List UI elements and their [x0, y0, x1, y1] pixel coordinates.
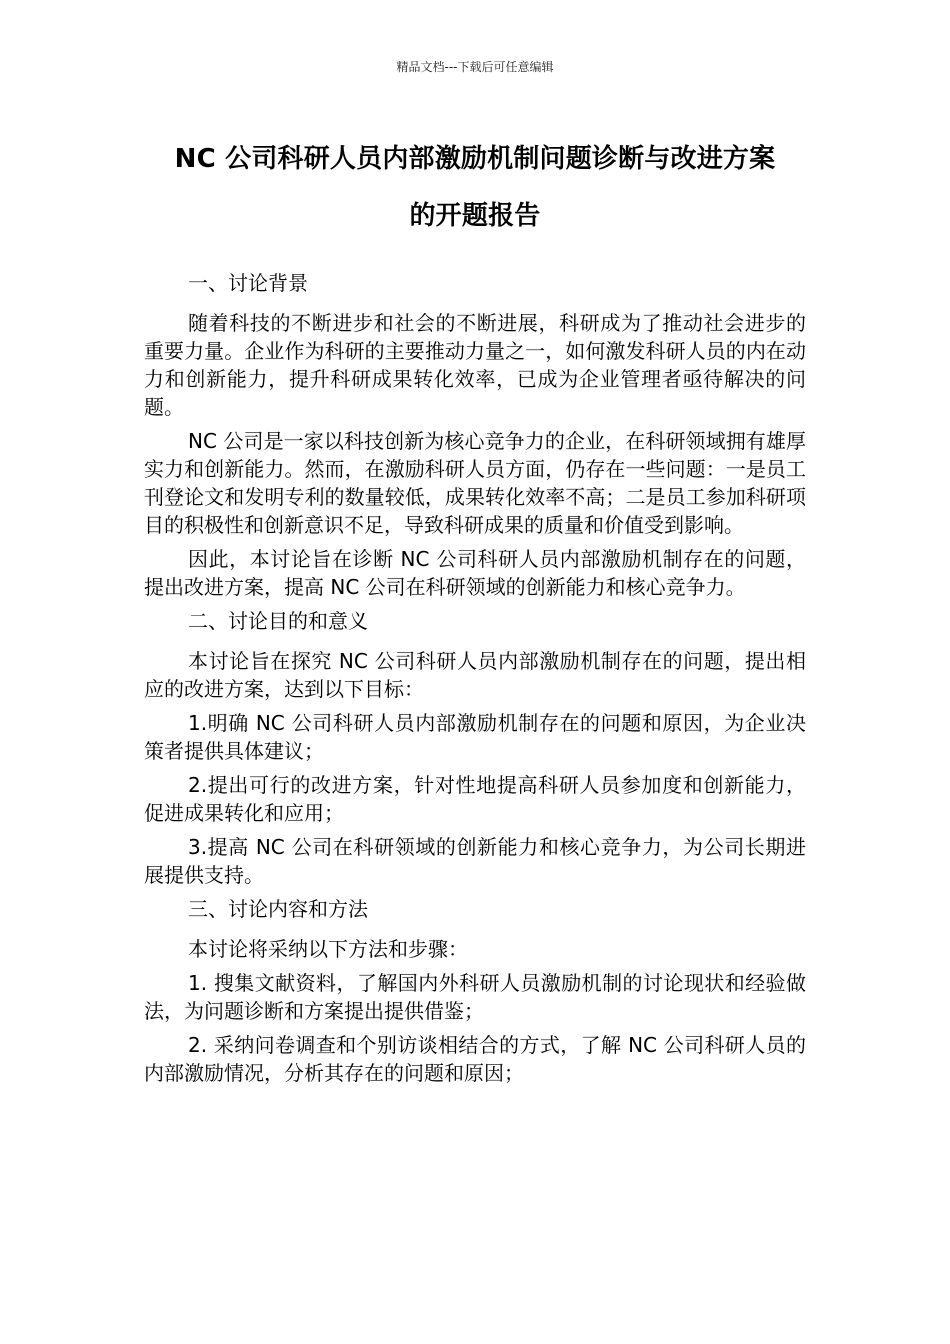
paragraph: 本讨论将采纳以下方法和步骤：: [188, 937, 468, 961]
document-title-line-2: 的开题报告: [409, 201, 541, 231]
list-item: 2. 采纳问卷调查和个别访谈相结合的方式，了解 NC 公司科研人员的内部激励情况，分析其存在的问题和原因；: [144, 1033, 806, 1085]
list-item: 1.明确 NC 公司科研人员内部激励机制存在的问题和原因，为企业决策者提供具体建议；: [144, 711, 806, 763]
document-title-line-1: NC 公司科研人员内部激励机制问题诊断与改进方案: [174, 144, 776, 174]
paragraph: 因此，本讨论旨在诊断 NC 公司科研人员内部激励机制存在的问题，提出改进方案，提高 NC 公司在科研领域的创新能力和核心竞争力。: [144, 547, 806, 599]
list-item: 1. 搜集文献资料，了解国内外科研人员激励机制的讨论现状和经验做法，为问题诊断和方案提出提供借鉴；: [144, 971, 806, 1023]
list-item: 2.提出可行的改进方案，针对性地提高科研人员参加度和创新能力，促进成果转化和应用；: [144, 773, 806, 825]
section-heading-background: 一、讨论背景: [188, 271, 308, 295]
paragraph: 随着科技的不断进步和社会的不断进展，科研成为了推动社会进步的重要力量。企业作为科研的主要推动力量之一，如何激发科研人员的内在动力和创新能力，提升科研成果转化效率，已成为企业管理者亟待解决的问题。: [144, 311, 806, 419]
section-heading-methods: 三、讨论内容和方法: [188, 897, 368, 921]
paragraph: NC 公司是一家以科技创新为核心竞争力的企业，在科研领域拥有雄厚实力和创新能力。然而，在激励科研人员方面，仍存在一些问题：一是员工刊登论文和发明专利的数量较低，成果转化效率不高；二是员工参加科研项目的积极性和创新意识不足，导致科研成果的质量和价值受到影响。: [144, 429, 806, 537]
page-header: 精品文档---下载后可任意编辑: [396, 60, 554, 74]
paragraph: 本讨论旨在探究 NC 公司科研人员内部激励机制存在的问题，提出相应的改进方案，达到以下目标：: [144, 649, 806, 701]
list-item: 3.提高 NC 公司在科研领域的创新能力和核心竞争力，为公司长期进展提供支持。: [144, 835, 806, 887]
section-heading-purpose: 二、讨论目的和意义: [188, 609, 368, 633]
document-body: [144, 269, 806, 1093]
